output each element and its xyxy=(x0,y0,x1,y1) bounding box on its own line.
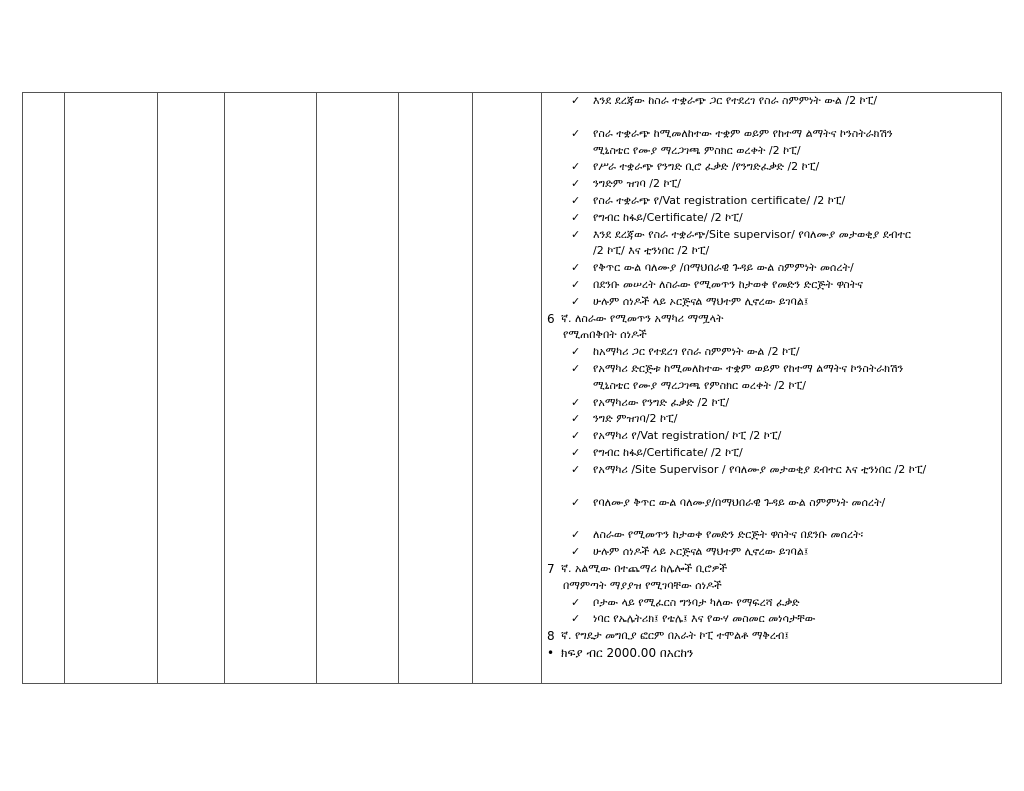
section-number: 8 xyxy=(547,629,555,644)
checkmark-icon: ✓ xyxy=(571,395,581,409)
column-divider xyxy=(157,93,158,683)
section-number: 7 xyxy=(547,561,555,576)
section-heading-text: የሚጠበቅበት ሰነዶች xyxy=(563,328,647,342)
checkmark-icon: ✓ xyxy=(571,177,581,191)
checkmark-icon: ✓ xyxy=(571,160,581,174)
list-item xyxy=(547,428,999,445)
list-item-text: የባለሙያ ቅጥር ውል ባለሙያ/በማህበራዊ ጉዳይ ውል ስምምነት መሰረት/ xyxy=(593,495,886,509)
checkmark-icon: ✓ xyxy=(571,595,581,609)
list-item xyxy=(547,93,999,110)
section-heading xyxy=(547,561,999,578)
column-divider xyxy=(541,93,542,683)
section-heading xyxy=(547,311,999,328)
checkmark-icon: ✓ xyxy=(571,545,581,559)
list-item xyxy=(547,294,999,311)
list-item xyxy=(547,193,999,210)
fee-line xyxy=(547,645,999,662)
checkmark-icon: ✓ xyxy=(571,193,581,207)
list-item xyxy=(547,544,999,561)
list-item xyxy=(547,126,999,143)
checkmark-icon: ✓ xyxy=(571,445,581,459)
section-heading-text: ኛ. የግዴታ መግቢያ ፎርም በአራት ኮፒ ተሞልቶ ማቅረብ፤ xyxy=(561,629,789,643)
list-item xyxy=(547,260,999,277)
list-item-text: እንደ ደረጃው ከስራ ተቋራጭ ጋር የተደረገ የስራ ስምምነት ውል /2 ኮፒ/ xyxy=(593,94,878,107)
list-item xyxy=(547,595,999,612)
checkmark-icon: ✓ xyxy=(571,412,581,426)
section-heading xyxy=(547,327,999,344)
list-item-text: የሥራ ተቋራጭ የንግድ ቢሮ ፈቃድ /የንግድፈቃድ /2 ኮፒ/ xyxy=(593,160,820,174)
section-heading-text: ኛ. አልሚው በተጨማሪ ከሌሎች ቢሮዎች xyxy=(561,561,728,575)
checkmark-icon: ✓ xyxy=(571,94,581,107)
checkmark-icon: ✓ xyxy=(571,345,581,359)
fee-text: ክፍያ ብር 2000.00 በአርከን xyxy=(561,645,694,660)
list-item xyxy=(547,462,999,479)
list-item-text: የስራ ተቋራጭ ከሚመለከተው ተቋም ወይም የከተማ ልማትና ኮንስትራክሽን xyxy=(593,126,893,140)
list-item-text: እንደ ደረጃው የስራ ተቋራጭ/Site supervisor/ የባለሙያ መታወቂያ ደብተር xyxy=(593,227,911,241)
section-heading-text: ኛ. ለስራው የሚመጥን አማካሪ ማሟላት xyxy=(561,311,724,325)
list-item xyxy=(547,361,999,378)
list-item xyxy=(547,411,999,428)
checkmark-icon: ✓ xyxy=(571,429,581,443)
checkmark-icon: ✓ xyxy=(571,612,581,626)
column-divider xyxy=(472,93,473,683)
column-divider xyxy=(224,93,225,683)
list-item xyxy=(547,344,999,361)
requirements-cell xyxy=(547,93,999,662)
list-item xyxy=(547,143,999,160)
section-heading-text: በማምጣት ማያያዝ የሚገባቸው ሰነዶች xyxy=(563,578,722,592)
bullet-icon: • xyxy=(547,645,555,660)
list-item-text: የአማካሪ ድርጅቱ ከሚመለከተው ተቋም ወይም የከተማ ልማትና ኮንስትራክሽን xyxy=(593,361,904,375)
list-item-text: የቅጥር ውል ባለሙያ /በማህበራዊ ጉዳይ ውል ስምምነት መሰረት/ xyxy=(593,261,854,275)
list-item-text: የአማካሪ /Site Supervisor / የባለሙያ መታወቂያ ደብተር እና ቲንነበር /2 ኮፒ/ xyxy=(593,462,927,476)
list-item-text: ሚኒስቴር የሙያ ማረጋገጫ ምስክር ወረቀት /2 ኮፒ/ xyxy=(593,143,801,157)
checkmark-icon: ✓ xyxy=(571,495,581,509)
list-item-text: የስራ ተቋራጭ የ/Vat registration certificate/ /2 ኮፒ/ xyxy=(593,193,846,207)
list-item-text: /2 ኮፒ/ እና ቲንነበር /2 ኮፒ/ xyxy=(593,244,710,258)
column-divider xyxy=(398,93,399,683)
list-item-text: ሁሉም ሰነዶች ላይ ኦርጅናል ማህተም ሊኖረው ይገባል፤ xyxy=(593,545,809,559)
list-item xyxy=(547,176,999,193)
list-item-text: ቦታው ላይ የሚፈርስ ግንባታ ካለው የማፍረሻ ፈቃድ xyxy=(593,595,800,609)
list-item xyxy=(547,243,999,260)
checkmark-icon: ✓ xyxy=(571,528,581,542)
list-item-text: የአማካሪው የንግድ ፈቃድ /2 ኮፒ/ xyxy=(593,395,730,409)
list-item xyxy=(547,395,999,412)
list-item xyxy=(547,159,999,176)
list-item xyxy=(547,277,999,294)
list-item-text: ሚኒስቴር የሙያ ማረጋገጫ የምስክር ወረቀት /2 ኮፒ/ xyxy=(593,378,806,392)
list-item-text: ከአማካሪ ጋር የተደረገ የስራ ስምምነት ውል /2 ኮፒ/ xyxy=(593,345,800,359)
list-item-text: የግብር ከፋይ/Certificate/ /2 ኮፒ/ xyxy=(593,445,743,459)
list-item xyxy=(547,210,999,227)
list-item-text: ንግድም ዝገባ /2 ኮፒ/ xyxy=(593,177,681,191)
checkmark-icon: ✓ xyxy=(571,361,581,375)
section-number: 6 xyxy=(547,311,555,326)
column-divider xyxy=(64,93,65,683)
list-item-text: የአማካሪ የ/Vat registration/ ኮፒ /2 ኮፒ/ xyxy=(593,429,782,443)
checkmark-icon: ✓ xyxy=(571,261,581,275)
list-item-text: ለስራው የሚመጥን ከታወቀ የመድን ድርጅት ዋስትና በደንቡ መሰረት፡ xyxy=(593,528,864,542)
list-item xyxy=(547,611,999,628)
list-item-text: በደንቡ መሠረት ለስራው የሚመጥን ከታወቀ የመድን ድርጅት ዋስትና xyxy=(593,277,864,291)
list-item-text: ነባር የኤሌትሪክ፤ የቴሌ፤ እና የውሃ መስመር መነሳታቸው xyxy=(593,612,816,626)
checkmark-icon: ✓ xyxy=(571,277,581,291)
list-item-text: ሁሉም ሰነዶች ላይ ኦርጅናል ማህተም ሊኖረው ይገባል፤ xyxy=(593,294,809,308)
checkmark-icon: ✓ xyxy=(571,227,581,241)
list-item xyxy=(547,445,999,462)
list-item xyxy=(547,227,999,244)
column-divider xyxy=(316,93,317,683)
checkmark-icon: ✓ xyxy=(571,462,581,476)
list-item xyxy=(547,378,999,395)
list-item-text: ንግድ ምዝገባ/2 ኮፒ/ xyxy=(593,412,678,426)
section-heading xyxy=(547,578,999,595)
checkmark-icon: ✓ xyxy=(571,210,581,224)
checkmark-icon: ✓ xyxy=(571,294,581,308)
list-item-text: የግብር ከፋይ/Certificate/ /2 ኮፒ/ xyxy=(593,210,743,224)
checkmark-icon: ✓ xyxy=(571,126,581,140)
section-heading xyxy=(547,628,999,645)
list-item xyxy=(547,527,999,544)
list-item xyxy=(547,495,999,512)
